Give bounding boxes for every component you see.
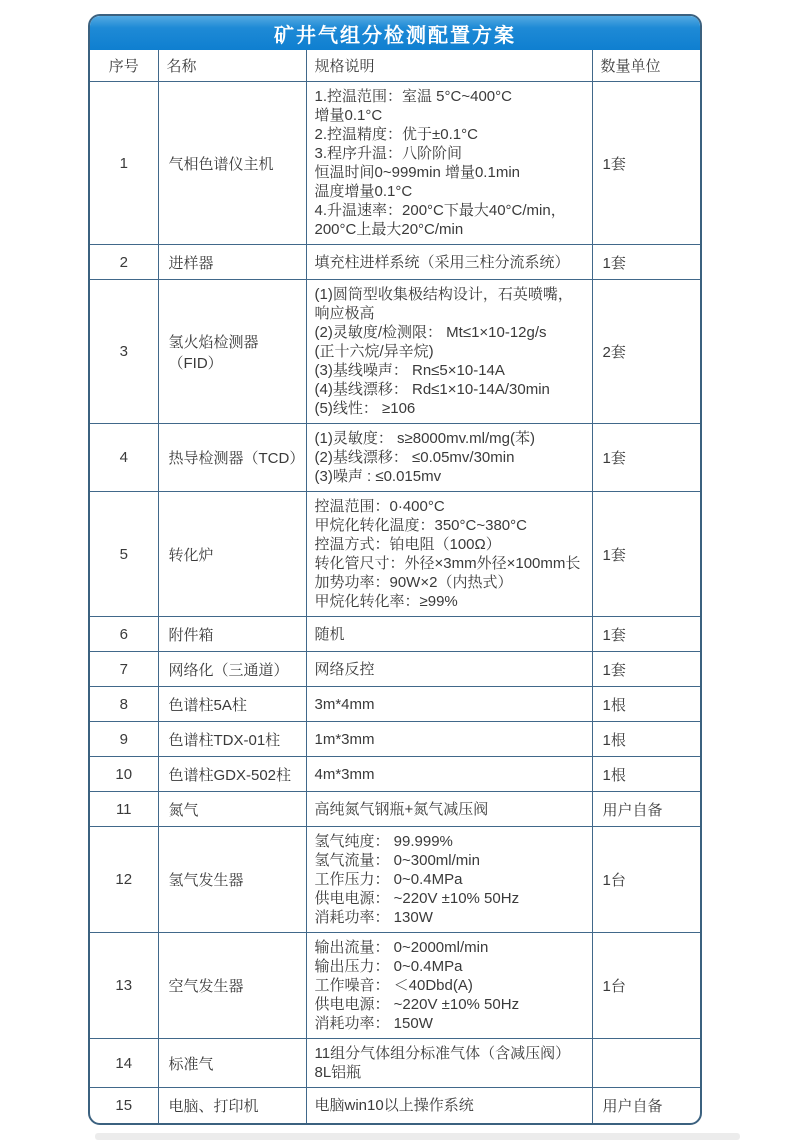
spec-line: 供电电源： ~220V ±10% 50Hz — [314, 890, 520, 907]
cell-name: 热导检测器（TCD） — [158, 424, 306, 492]
spec-line: (2)基线漂移： ≤0.05mv/30min — [314, 449, 515, 466]
spec-line: 200°C上最大20°C/min — [314, 221, 464, 238]
cell-name: 色谱柱5A柱 — [158, 687, 306, 722]
cell-no: 11 — [90, 792, 158, 827]
cell-qty: 1根 — [592, 757, 700, 792]
spec-line: (正十六烷/异辛烷) — [314, 343, 434, 360]
table-title-bar — [90, 16, 700, 50]
cell-qty: 1根 — [592, 722, 700, 757]
cell-name: 网络化（三通道） — [158, 652, 306, 687]
cell-name: 附件箱 — [158, 617, 306, 652]
spec-line: 甲烷化转化率：≥99% — [314, 593, 458, 610]
cell-spec — [306, 280, 592, 424]
cell-no: 14 — [90, 1039, 158, 1088]
cell-qty: 1套 — [592, 82, 700, 245]
cell-spec — [306, 245, 592, 280]
col-header-no: 序号 — [90, 50, 158, 82]
cell-spec — [306, 757, 592, 792]
cell-spec — [306, 424, 592, 492]
cell-name: 氮气 — [158, 792, 306, 827]
spec-line: 4.升温速率：200°C下最大40°C/min， — [314, 202, 566, 219]
cell-spec — [306, 1039, 592, 1088]
cell-name: 标准气 — [158, 1039, 306, 1088]
table-row — [90, 280, 700, 424]
spec-table — [90, 50, 700, 1123]
next-section-edge — [95, 1133, 740, 1140]
spec-line: 转化管尺寸：外径×3mm外径×100mm长 — [314, 555, 581, 572]
cell-spec — [306, 827, 592, 933]
table-row — [90, 687, 700, 722]
spec-line: 消耗功率： 130W — [314, 909, 433, 926]
spec-line: 恒温时间0~999min 增量0.1min — [314, 164, 520, 181]
cell-qty: 1套 — [592, 617, 700, 652]
cell-name: 色谱柱TDX-01柱 — [158, 722, 306, 757]
table-row — [90, 757, 700, 792]
cell-no: 15 — [90, 1088, 158, 1123]
table-row — [90, 245, 700, 280]
cell-spec — [306, 492, 592, 617]
cell-name: 转化炉 — [158, 492, 306, 617]
cell-spec — [306, 617, 592, 652]
spec-line: (1)灵敏度： s≥8000mv.ml/mg(苯) — [314, 430, 535, 447]
cell-qty: 1套 — [592, 424, 700, 492]
spec-line: 8L铝瓶 — [314, 1064, 362, 1081]
table-row — [90, 827, 700, 933]
table-row — [90, 652, 700, 687]
config-table — [88, 14, 702, 1125]
table-row — [90, 1088, 700, 1123]
spec-line: (2)灵敏度/检测限： Mt≤1×10-12g/s — [314, 324, 547, 341]
cell-no: 12 — [90, 827, 158, 933]
cell-name: 进样器 — [158, 245, 306, 280]
col-header-qty: 数量单位 — [592, 50, 700, 82]
header-row — [90, 50, 700, 82]
cell-spec — [306, 687, 592, 722]
spec-line: (3)噪声 : ≤0.015mv — [314, 468, 442, 485]
spec-line: 填充柱进样系统（采用三柱分流系统） — [314, 253, 570, 271]
cell-qty: 1根 — [592, 687, 700, 722]
spec-line: 网络反控 — [314, 660, 375, 678]
cell-name: 氢火焰检测器（FID） — [158, 280, 306, 424]
spec-line: 随机 — [314, 625, 345, 643]
cell-no: 13 — [90, 933, 158, 1039]
cell-no: 2 — [90, 245, 158, 280]
spec-line: 输出流量： 0~2000ml/min — [314, 939, 489, 956]
spec-line: (1)圆筒型收集极结构设计，石英喷嘴， — [314, 286, 573, 303]
spec-line: 供电电源： ~220V ±10% 50Hz — [314, 996, 520, 1013]
table-row — [90, 424, 700, 492]
spec-line: 控温范围：0·400°C — [314, 498, 445, 515]
cell-no: 10 — [90, 757, 158, 792]
cell-qty: 1台 — [592, 827, 700, 933]
cell-spec — [306, 652, 592, 687]
cell-name: 色谱柱GDX-502柱 — [158, 757, 306, 792]
spec-line: 氢气流量： 0~300ml/min — [314, 852, 480, 869]
cell-name: 空气发生器 — [158, 933, 306, 1039]
spec-line: (4)基线漂移： Rd≤1×10-14A/30min — [314, 381, 550, 398]
cell-no: 6 — [90, 617, 158, 652]
spec-line: 控温方式：铂电阻（100Ω） — [314, 536, 501, 553]
cell-qty: 1套 — [592, 245, 700, 280]
spec-line: 高纯氮气钢瓶+氮气减压阀 — [314, 800, 489, 818]
spec-line: 加势功率：90W×2（内热式） — [314, 574, 513, 591]
spec-line: 3m*4mm — [314, 695, 375, 713]
table-row — [90, 492, 700, 617]
table-row — [90, 722, 700, 757]
cell-qty — [592, 1039, 700, 1088]
spec-line: 11组分气体组分标准气体（含减压阀） — [314, 1045, 571, 1062]
spec-line: (5)线性： ≥106 — [314, 400, 416, 417]
col-header-spec: 规格说明 — [306, 50, 592, 82]
cell-qty: 用户自备 — [592, 792, 700, 827]
cell-spec — [306, 1088, 592, 1123]
spec-line: 甲烷化转化温度：350°C~380°C — [314, 517, 527, 534]
spec-line: 消耗功率： 150W — [314, 1015, 433, 1032]
table-body — [90, 82, 700, 1123]
spec-line: 工作压力： 0~0.4MPa — [314, 871, 463, 888]
spec-line: 温度增量0.1°C — [314, 183, 413, 200]
spec-line: 工作噪音： ＜40Dbd(A) — [314, 977, 473, 994]
spec-line: 响应极高 — [314, 305, 375, 322]
page-title: 矿井气组分检测配置方案 — [274, 24, 516, 47]
spec-line: 增量0.1°C — [314, 107, 383, 124]
cell-name: 氢气发生器 — [158, 827, 306, 933]
spec-line: 1m*3mm — [314, 730, 375, 748]
cell-qty: 用户自备 — [592, 1088, 700, 1123]
cell-qty: 2套 — [592, 280, 700, 424]
cell-qty: 1套 — [592, 652, 700, 687]
table-row — [90, 617, 700, 652]
cell-spec — [306, 933, 592, 1039]
table-row — [90, 792, 700, 827]
cell-no: 9 — [90, 722, 158, 757]
cell-no: 4 — [90, 424, 158, 492]
col-header-name: 名称 — [158, 50, 306, 82]
table-row — [90, 933, 700, 1039]
table-row — [90, 82, 700, 245]
cell-qty: 1台 — [592, 933, 700, 1039]
cell-no: 3 — [90, 280, 158, 424]
spec-line: 电脑win10以上操作系统 — [314, 1096, 474, 1114]
cell-name: 气相色谱仪主机 — [158, 82, 306, 245]
cell-qty: 1套 — [592, 492, 700, 617]
cell-no: 8 — [90, 687, 158, 722]
cell-no: 5 — [90, 492, 158, 617]
cell-no: 7 — [90, 652, 158, 687]
cell-spec — [306, 82, 592, 245]
spec-line: (3)基线噪声： Rn≤5×10-14A — [314, 362, 505, 379]
spec-line: 3.程序升温：八阶阶间 — [314, 145, 463, 162]
table-row — [90, 1039, 700, 1088]
spec-line: 1.控温范围：室温 5°C~400°C — [314, 88, 512, 105]
cell-no: 1 — [90, 82, 158, 245]
cell-spec — [306, 722, 592, 757]
spec-line: 氢气纯度： 99.999% — [314, 833, 453, 850]
cell-spec — [306, 792, 592, 827]
spec-line: 输出压力： 0~0.4MPa — [314, 958, 463, 975]
cell-name: 电脑、打印机 — [158, 1088, 306, 1123]
spec-line: 2.控温精度：优于±0.1°C — [314, 126, 478, 143]
spec-line: 4m*3mm — [314, 765, 375, 783]
